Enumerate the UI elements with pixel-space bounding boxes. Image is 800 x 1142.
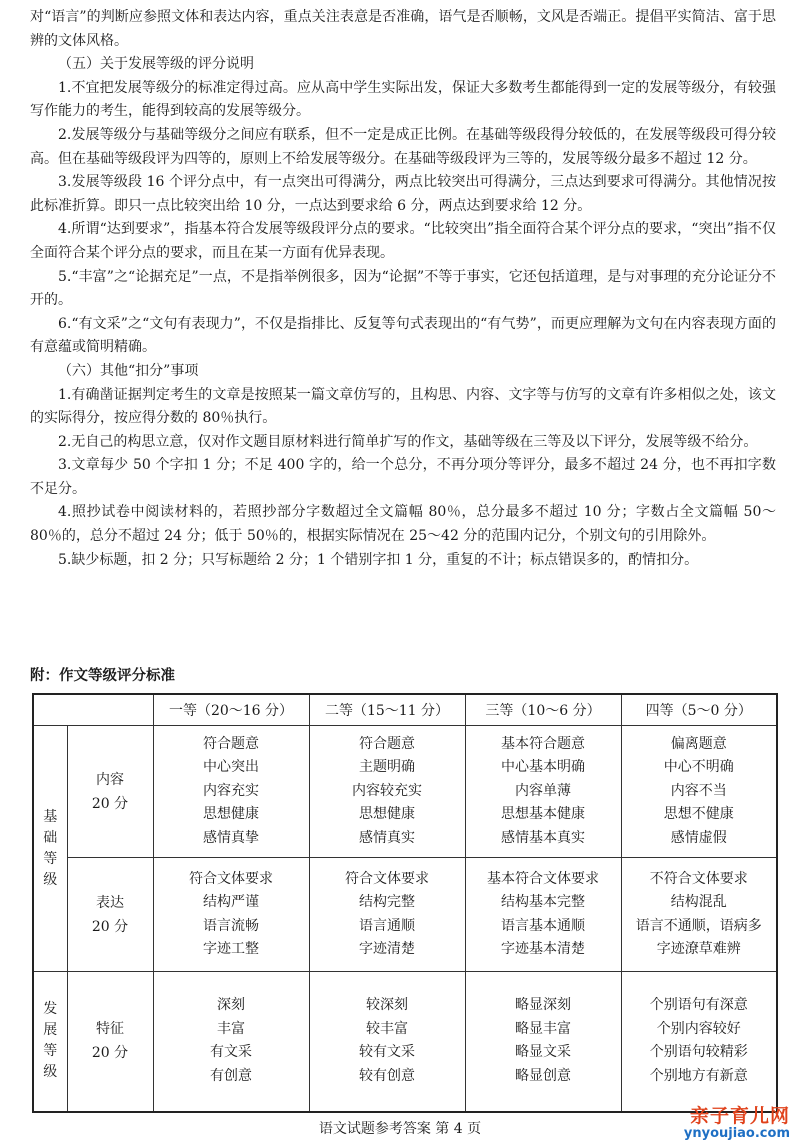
grade-header: 三等（10～6 分） xyxy=(465,694,621,726)
section-heading-deductions: （六）其他“扣分”事项 xyxy=(58,362,199,379)
page-footer: 语文试题参考答案 第 4 页 xyxy=(318,1121,482,1137)
watermark-url: ynyoujiao.com xyxy=(683,1126,790,1141)
grade-header: 四等（5～0 分） xyxy=(621,694,777,726)
grade-cell: 较深刻 较丰富 较有文采 较有创意 xyxy=(309,972,465,1112)
grading-table xyxy=(32,693,778,1113)
appendix-title: 附：作文等级评分标准 xyxy=(30,667,175,684)
table-row xyxy=(33,858,777,972)
grade-cell: 符合文体要求 结构完整 语言通顺 字迹清楚 xyxy=(309,858,465,972)
paragraph: 4.照抄试卷中阅读材料的，若照抄部分字数超过全文篇幅 80％，总分最多不超过 10 分；字数占全文篇幅 50～80％的，总分不超过 24 分；低于 50％的，根据实际情况在 25～42 分的范围内记分，个别文句的引用除外。 xyxy=(30,504,776,545)
paragraph: 6.“有文采”之“文句有表现力”，不仅是指排比、反复等句式表现出的“有气势”，而更应理解为文句在内容表现方面的有意蕴或简明精确。 xyxy=(30,315,776,356)
paragraph: 1.不宜把发展等级分的标准定得过高。应从高中学生实际出发，保证大多数考生都能得到一定的发展等级分，有较强写作能力的考生，能得到较高的发展等级分。 xyxy=(30,79,776,120)
grade-header: 二等（15～11 分） xyxy=(309,694,465,726)
scoring-notes xyxy=(30,6,776,572)
grade-cell: 个别语句有深意 个别内容较好 个别语句较精彩 个别地方有新意 xyxy=(621,972,777,1112)
row-label-feature: 特征 20 分 xyxy=(67,972,153,1112)
paragraph: 3.发展等级段 16 个评分点中，有一点突出可得满分，两点比较突出可得满分，三点达到要求可得满分。其他情况按此标准折算。即只一点比较突出给 10 分，一点达到要求给 6 分，两点达到要求给 12 分。 xyxy=(30,174,776,214)
grade-cell: 符合题意 中心突出 内容充实 思想健康 感情真挚 xyxy=(153,726,309,858)
paragraph: 5.缺少标题，扣 2 分；只写标题给 2 分；1 个错别字扣 1 分，重复的不计；标点错误多的，酌情扣分。 xyxy=(58,551,699,568)
watermark-name: 亲子育儿网 xyxy=(689,1105,790,1127)
grade-header: 一等（20～16 分） xyxy=(153,694,309,726)
group-label-development: 发展等级 xyxy=(33,972,67,1112)
grade-cell: 深刻 丰富 有文采 有创意 xyxy=(153,972,309,1112)
grade-cell: 基本符合文体要求 结构基本完整 语言基本通顺 字迹基本清楚 xyxy=(465,858,621,972)
grade-cell: 基本符合题意 中心基本明确 内容单薄 思想基本健康 感情基本真实 xyxy=(465,726,621,858)
watermark-logo xyxy=(684,1106,790,1142)
paragraph: 4.所谓“达到要求”，指基本符合发展等级段评分点的要求。“比较突出”指全面符合某个评分点的要求，“突出”指不仅全面符合某个评分点的要求，而且在某一方面有优异表现。 xyxy=(30,221,776,261)
row-label-expression: 表达 20 分 xyxy=(67,858,153,972)
table-row xyxy=(33,726,777,858)
paragraph: 2.无自己的构思立意，仅对作文题目原材料进行简单扩写的作文，基础等级在三等及以下评分，发展等级不给分。 xyxy=(58,433,758,450)
paragraph: 对“语言”的判断应参照文体和表达内容，重点关注表意是否准确，语气是否顺畅，文风是否端正。提倡平实简洁、富于思辨的文体风格。 xyxy=(30,9,776,49)
table-header-row xyxy=(33,694,777,726)
table-corner-cell xyxy=(33,694,153,726)
table-row xyxy=(33,972,777,1112)
paragraph: 2.发展等级分与基础等级分之间应有联系，但不一定是成正比例。在基础等级段得分较低的，在发展等级段可得分较高。但在基础等级段评为四等的，原则上不给发展等级分。在基础等级段评为三等的，发展等级分最多不超过 12 分。 xyxy=(30,126,776,167)
paragraph: 5.“丰富”之“论据充足”一点，不是指举例很多，因为“论据”不等于事实，它还包括道理，是与对事理的充分论证分不开的。 xyxy=(30,268,776,309)
grade-cell: 偏离题意 中心不明确 内容不当 思想不健康 感情虚假 xyxy=(621,726,777,858)
paragraph: 1.有确凿证据判定考生的文章是按照某一篇文章仿写的，且构思、内容、文字等与仿写的文章有许多相似之处，该文的实际得分，按应得分数的 80％执行。 xyxy=(30,386,776,427)
grade-cell: 符合题意 主题明确 内容较充实 思想健康 感情真实 xyxy=(309,726,465,858)
grade-cell: 不符合文体要求 结构混乱 语言不通顺，语病多 字迹潦草难辨 xyxy=(621,858,777,972)
grade-cell: 略显深刻 略显丰富 略显文采 略显创意 xyxy=(465,972,621,1112)
section-heading-development: （五）关于发展等级的评分说明 xyxy=(58,56,254,73)
row-label-content: 内容 20 分 xyxy=(67,726,153,858)
grade-cell: 符合文体要求 结构严谨 语言流畅 字迹工整 xyxy=(153,858,309,972)
paragraph: 3.文章每少 50 个字扣 1 分；不足 400 字的，给一个总分，不再分项分等评分，最多不超过 24 分，也不再扣字数不足分。 xyxy=(30,457,776,497)
group-label-basic: 基础等级 xyxy=(33,726,67,972)
